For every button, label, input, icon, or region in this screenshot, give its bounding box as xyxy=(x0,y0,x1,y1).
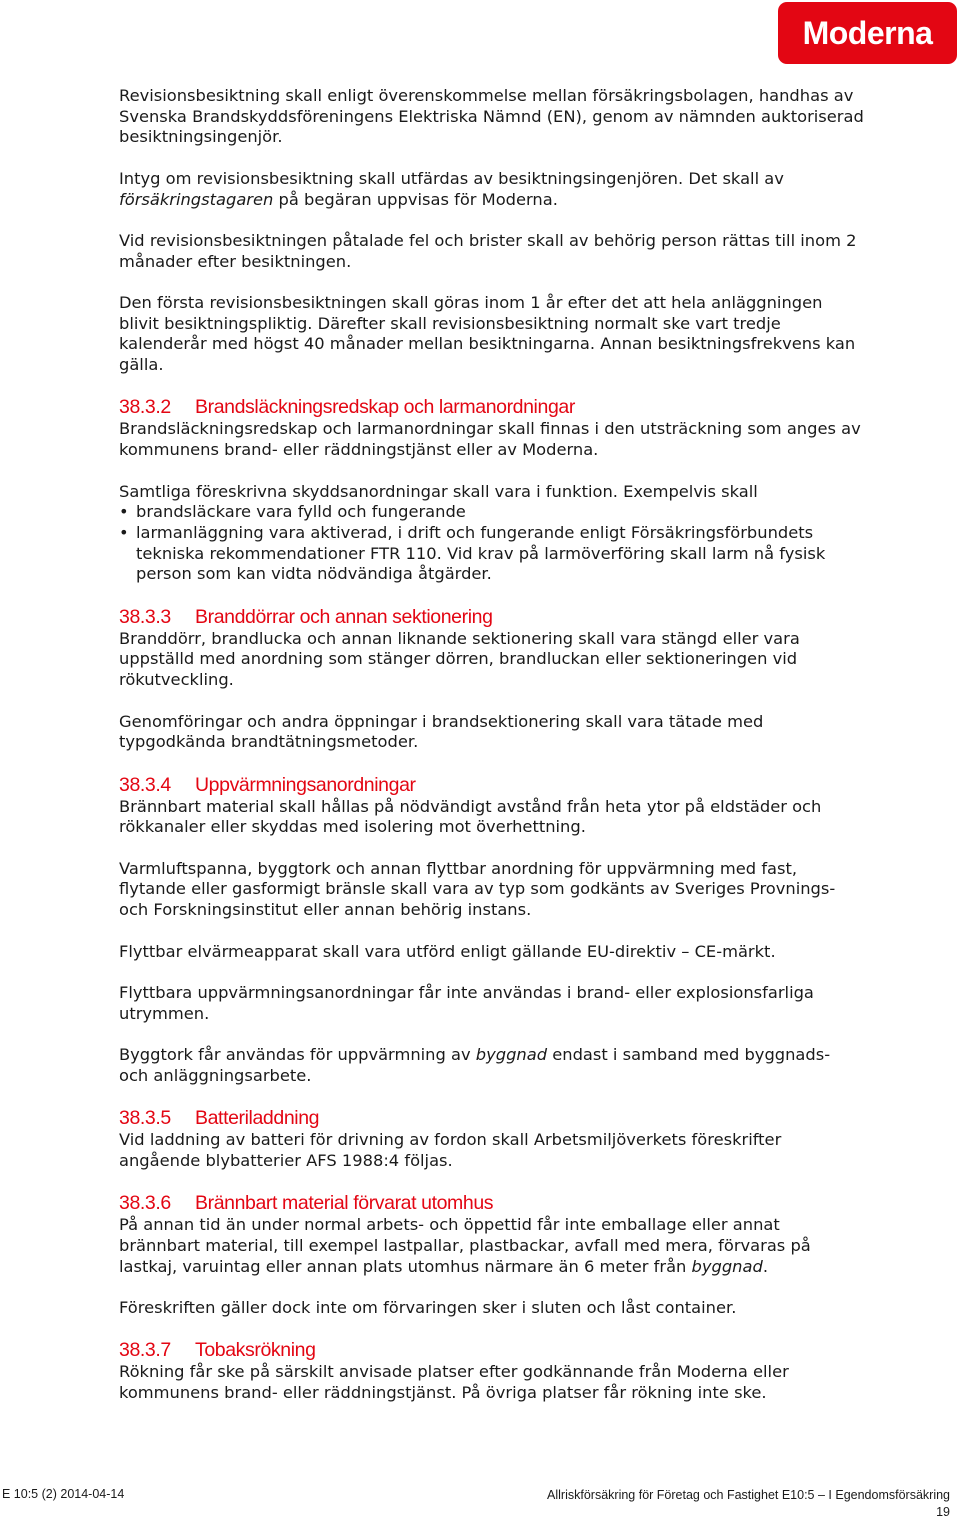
defined-term: byggnad xyxy=(691,1256,763,1276)
paragraph: Föreskriften gäller dock inte om förvaringen sker i sluten och låst container. xyxy=(119,1298,737,1318)
list-item: • larmanläggning vara aktiverad, i drift och fungerande enligt Försäkringsförbundets tekniska rekommendationer FTR 110. Vid krav på larmöverföring skall larm nå fysisk person som kan vidta nödvändiga åtgärder. xyxy=(119,523,864,585)
paragraph: På annan tid än under normal arbets- och öppettid får inte emballage eller annat brännbart material, till exempel lastpallar, plastbackar, avfall med mera, förvaras på lastkaj, varuintag eller annan plats utomhus närmare än 6 meter från byggnad. xyxy=(119,1215,811,1276)
footer-doc-id: E 10:5 (2) 2014-04-14 xyxy=(2,1487,125,1501)
section-title: Batteriladdning xyxy=(195,1107,320,1130)
page-number: 19 xyxy=(936,1505,950,1519)
section-heading-38-3-4 xyxy=(119,774,864,797)
footer-title: Allriskförsäkring för Företag och Fastighet E10:5 – I Egendomsförsäkring xyxy=(547,1488,950,1502)
paragraph: Den första revisionsbesiktningen skall göras inom 1 år efter det att hela anläggningen blivit besiktningspliktig. Därefter skall revisionsbesiktning normalt ske vart tredje kalenderår med högst 40 månader mellan besiktningarna. Annan besiktningsfrekvens kan gälla. xyxy=(119,292,856,375)
section-title: Brännbart material förvarat utomhus xyxy=(195,1192,494,1215)
section-number: 38.3.2 xyxy=(119,396,171,419)
paragraph: Revisionsbesiktning skall enligt överenskommelse mellan försäkringsbolagen, handhas av Svenska Brandskyddsföreningens Elektriska Nämnd (EN), genom av nämnden auktoriserad besiktningsingenjör. xyxy=(119,86,864,147)
paragraph: Vid laddning av batteri för drivning av fordon skall Arbetsmiljöverkets föreskrifter angående blybatterier AFS 1988:4 följas. xyxy=(119,1130,782,1170)
section-number: 38.3.7 xyxy=(119,1339,171,1362)
list-item: • brandsläckare vara fylld och fungerande xyxy=(119,502,864,523)
paragraph: Flyttbar elvärmeapparat skall vara utförd enligt gällande EU-direktiv – CE-märkt. xyxy=(119,941,776,961)
footer-right xyxy=(547,1487,950,1521)
defined-term: byggnad xyxy=(475,1045,548,1065)
defined-term: försäkringstagaren xyxy=(119,189,274,209)
logo-text: Moderna xyxy=(802,14,933,51)
section-number: 38.3.3 xyxy=(119,605,171,628)
document-body xyxy=(119,86,864,1425)
paragraph: Brännbart material skall hållas på nödvändigt avstånd från heta ytor på eldstäder och rökkanaler eller skyddas med isolering mot överhettning. xyxy=(119,796,822,837)
section-number: 38.3.5 xyxy=(119,1107,171,1130)
paragraph: Byggtork får användas för uppvärmning av byggnad endast i samband med byggnads- och anläggningsarbete. xyxy=(119,1045,831,1085)
paragraph: Intyg om revisionsbesiktning skall utfärdas av besiktningsingenjören. Det skall av försäkringstagaren på begäran uppvisas för Moderna. xyxy=(119,168,784,209)
moderna-logo xyxy=(778,2,957,64)
paragraph: Varmluftspanna, byggtork och annan flyttbar anordning för uppvärmning med fast, flytande eller gasformigt bränsle skall vara av typ som godkänts av Sveriges Provnings- och Forskningsinstitut eller annan behörig instans. xyxy=(119,858,836,920)
section-number: 38.3.6 xyxy=(119,1192,171,1215)
section-heading-38-3-5 xyxy=(119,1107,864,1130)
section-title: Brandsläckningsredskap och larmanordningar xyxy=(195,396,575,419)
paragraph: Flyttbara uppvärmningsanordningar får inte användas i brand- eller explosionsfarliga utrymmen. xyxy=(119,982,814,1023)
section-title: Tobaksrökning xyxy=(195,1339,316,1362)
paragraph: Vid revisionsbesiktningen påtalade fel och brister skall av behörig person rättas till inom 2 månader efter besiktningen. xyxy=(119,230,857,271)
section-title: Branddörrar och annan sektionering xyxy=(195,605,493,628)
paragraph: Genomföringar och andra öppningar i brandsektionering skall vara tätade med typgodkända brandtätningsmetoder. xyxy=(119,711,764,752)
section-heading-38-3-7 xyxy=(119,1339,864,1362)
bullet-list xyxy=(119,502,864,585)
paragraph: Branddörr, brandlucka och annan liknande sektionering skall vara stängd eller vara uppställd med anordning som stänger dörren, brandluckan eller sektioneringen vid rökutveckling. xyxy=(119,628,800,690)
paragraph: Rökning får ske på särskilt anvisade platser efter godkännande från Moderna eller kommunens brand- eller räddningstjänst. På övriga platser får rökning inte ske. xyxy=(119,1362,789,1403)
section-heading-38-3-3 xyxy=(119,606,864,629)
paragraph: Samtliga föreskrivna skyddsanordningar skall vara i funktion. Exempelvis skall xyxy=(119,481,758,501)
section-heading-38-3-2 xyxy=(119,396,864,419)
section-heading-38-3-6 xyxy=(119,1192,864,1215)
section-number: 38.3.4 xyxy=(119,773,171,796)
paragraph: Brandsläckningsredskap och larmanordningar skall finnas i den utsträckning som anges av kommunens brand- eller räddningstjänst eller av Moderna. xyxy=(119,419,861,460)
section-title: Uppvärmningsanordningar xyxy=(195,773,416,796)
